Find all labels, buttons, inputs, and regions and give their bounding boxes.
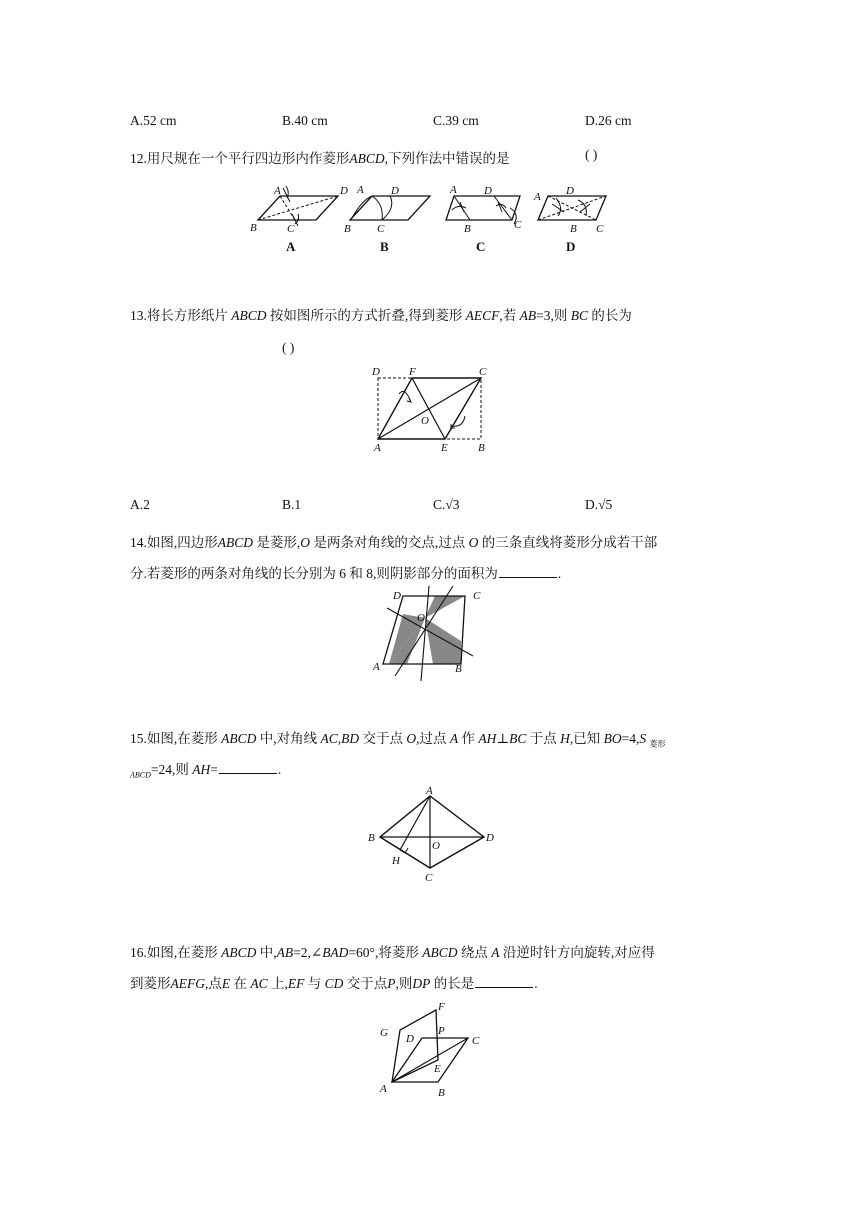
svg-text:D: D bbox=[393, 590, 401, 602]
svg-text:A: A bbox=[534, 191, 541, 203]
q14-answer-blank[interactable] bbox=[499, 565, 557, 578]
q13-option-b: B.1 bbox=[282, 497, 302, 512]
svg-text:B: B bbox=[368, 832, 375, 844]
svg-text:B: B bbox=[570, 223, 577, 235]
svg-text:C: C bbox=[596, 223, 604, 235]
q16-question-line1: 16.如图,在菱形 ABCD 中,AB=2,∠BAD=60°,将菱形 ABCD 绕点 A 沿逆时针方向旋转,对应得 bbox=[130, 945, 655, 960]
q12-caption-d: D bbox=[566, 239, 576, 254]
svg-text:D: D bbox=[406, 1033, 414, 1045]
q12-caption-c: C bbox=[476, 239, 486, 254]
q12-figure-b bbox=[344, 184, 430, 254]
q11-option-a: A.52 cm bbox=[130, 113, 177, 128]
q13-figure bbox=[365, 364, 495, 459]
q12-caption-a: A bbox=[286, 239, 296, 254]
svg-text:E: E bbox=[441, 442, 448, 454]
svg-text:A: A bbox=[357, 184, 364, 196]
svg-text:D: D bbox=[340, 185, 348, 197]
q13-question: 13.将长方形纸片 ABCD 按如图所示的方式折叠,得到菱形 AECF,若 AB=3,则 BC 的长为 bbox=[130, 308, 632, 323]
q16-question-line2: 到菱形AEFG,点E 在 AC 上,EF 与 CD 交于点P,则DP 的长是 . bbox=[130, 976, 538, 991]
q16-answer-blank[interactable] bbox=[475, 975, 533, 988]
svg-text:A: A bbox=[374, 442, 381, 454]
svg-text:C: C bbox=[425, 872, 433, 884]
svg-text:C: C bbox=[287, 223, 295, 235]
q14-question-line1: 14.如图,四边形ABCD 是菱形,O 是两条对角线的交点,过点 O 的三条直线将菱形分成若干部 bbox=[130, 535, 658, 550]
svg-text:B: B bbox=[438, 1087, 445, 1099]
svg-text:A: A bbox=[450, 184, 457, 196]
svg-text:B: B bbox=[478, 442, 485, 454]
svg-text:C: C bbox=[479, 366, 487, 378]
svg-text:B: B bbox=[455, 663, 462, 675]
svg-text:A: A bbox=[373, 661, 380, 673]
svg-text:D: D bbox=[486, 832, 494, 844]
q12-figure-c bbox=[446, 184, 522, 254]
q12-figures bbox=[240, 178, 620, 258]
svg-text:D: D bbox=[566, 185, 574, 197]
svg-text:P: P bbox=[438, 1025, 445, 1037]
svg-text:C: C bbox=[514, 219, 522, 231]
svg-text:B: B bbox=[464, 223, 471, 235]
svg-text:C: C bbox=[472, 1035, 480, 1047]
svg-text:G: G bbox=[380, 1027, 388, 1039]
svg-text:D: D bbox=[391, 185, 399, 197]
svg-text:E: E bbox=[434, 1063, 441, 1075]
q12-figure-a bbox=[250, 185, 348, 254]
svg-text:C: C bbox=[473, 590, 481, 602]
q14-question-line2: 分.若菱形的两条对角线的长分别为 6 和 8,则阴影部分的面积为 . bbox=[130, 566, 562, 581]
svg-text:H: H bbox=[392, 855, 400, 867]
svg-text:A: A bbox=[380, 1083, 387, 1095]
svg-text:B: B bbox=[344, 223, 351, 235]
q12-answer-paren: ( ) bbox=[585, 147, 598, 162]
q15-answer-blank[interactable] bbox=[219, 761, 277, 774]
svg-text:D: D bbox=[372, 366, 380, 378]
svg-text:A: A bbox=[426, 785, 433, 797]
q13-answer-paren: ( ) bbox=[282, 340, 295, 355]
q12-question: 12.用尺规在一个平行四边形内作菱形ABCD,下列作法中错误的是 bbox=[130, 151, 510, 166]
svg-text:D: D bbox=[484, 185, 492, 197]
q11-option-c: C.39 cm bbox=[433, 113, 479, 128]
q13-option-d: D.√5 bbox=[585, 497, 613, 512]
q13-option-a: A.2 bbox=[130, 497, 150, 512]
q14-figure bbox=[365, 586, 500, 686]
svg-text:O: O bbox=[417, 612, 425, 624]
q11-option-d: D.26 cm bbox=[585, 113, 632, 128]
svg-text:B: B bbox=[250, 222, 257, 234]
svg-text:O: O bbox=[421, 415, 429, 427]
svg-text:C: C bbox=[377, 223, 385, 235]
q16-figure bbox=[372, 1000, 492, 1105]
svg-text:O: O bbox=[432, 840, 440, 852]
q11-option-b: B.40 cm bbox=[282, 113, 328, 128]
q15-question-line2: $_{ABCD}$=24,则 AH= . bbox=[130, 762, 282, 780]
q15-figure bbox=[362, 786, 502, 886]
svg-text:F: F bbox=[409, 366, 416, 378]
svg-text:A: A bbox=[274, 185, 281, 197]
q15-question-line1: 15.如图,在菱形 ABCD 中,对角线 AC,BD 交于点 O,过点 A 作 AH⊥BC 于点 H,已知 BO=4,S $_{菱形}$ bbox=[130, 731, 666, 749]
q13-option-c: C.√3 bbox=[433, 497, 460, 512]
q12-figure-d bbox=[533, 185, 606, 254]
svg-text:F: F bbox=[438, 1001, 445, 1013]
q12-caption-b: B bbox=[380, 239, 389, 254]
